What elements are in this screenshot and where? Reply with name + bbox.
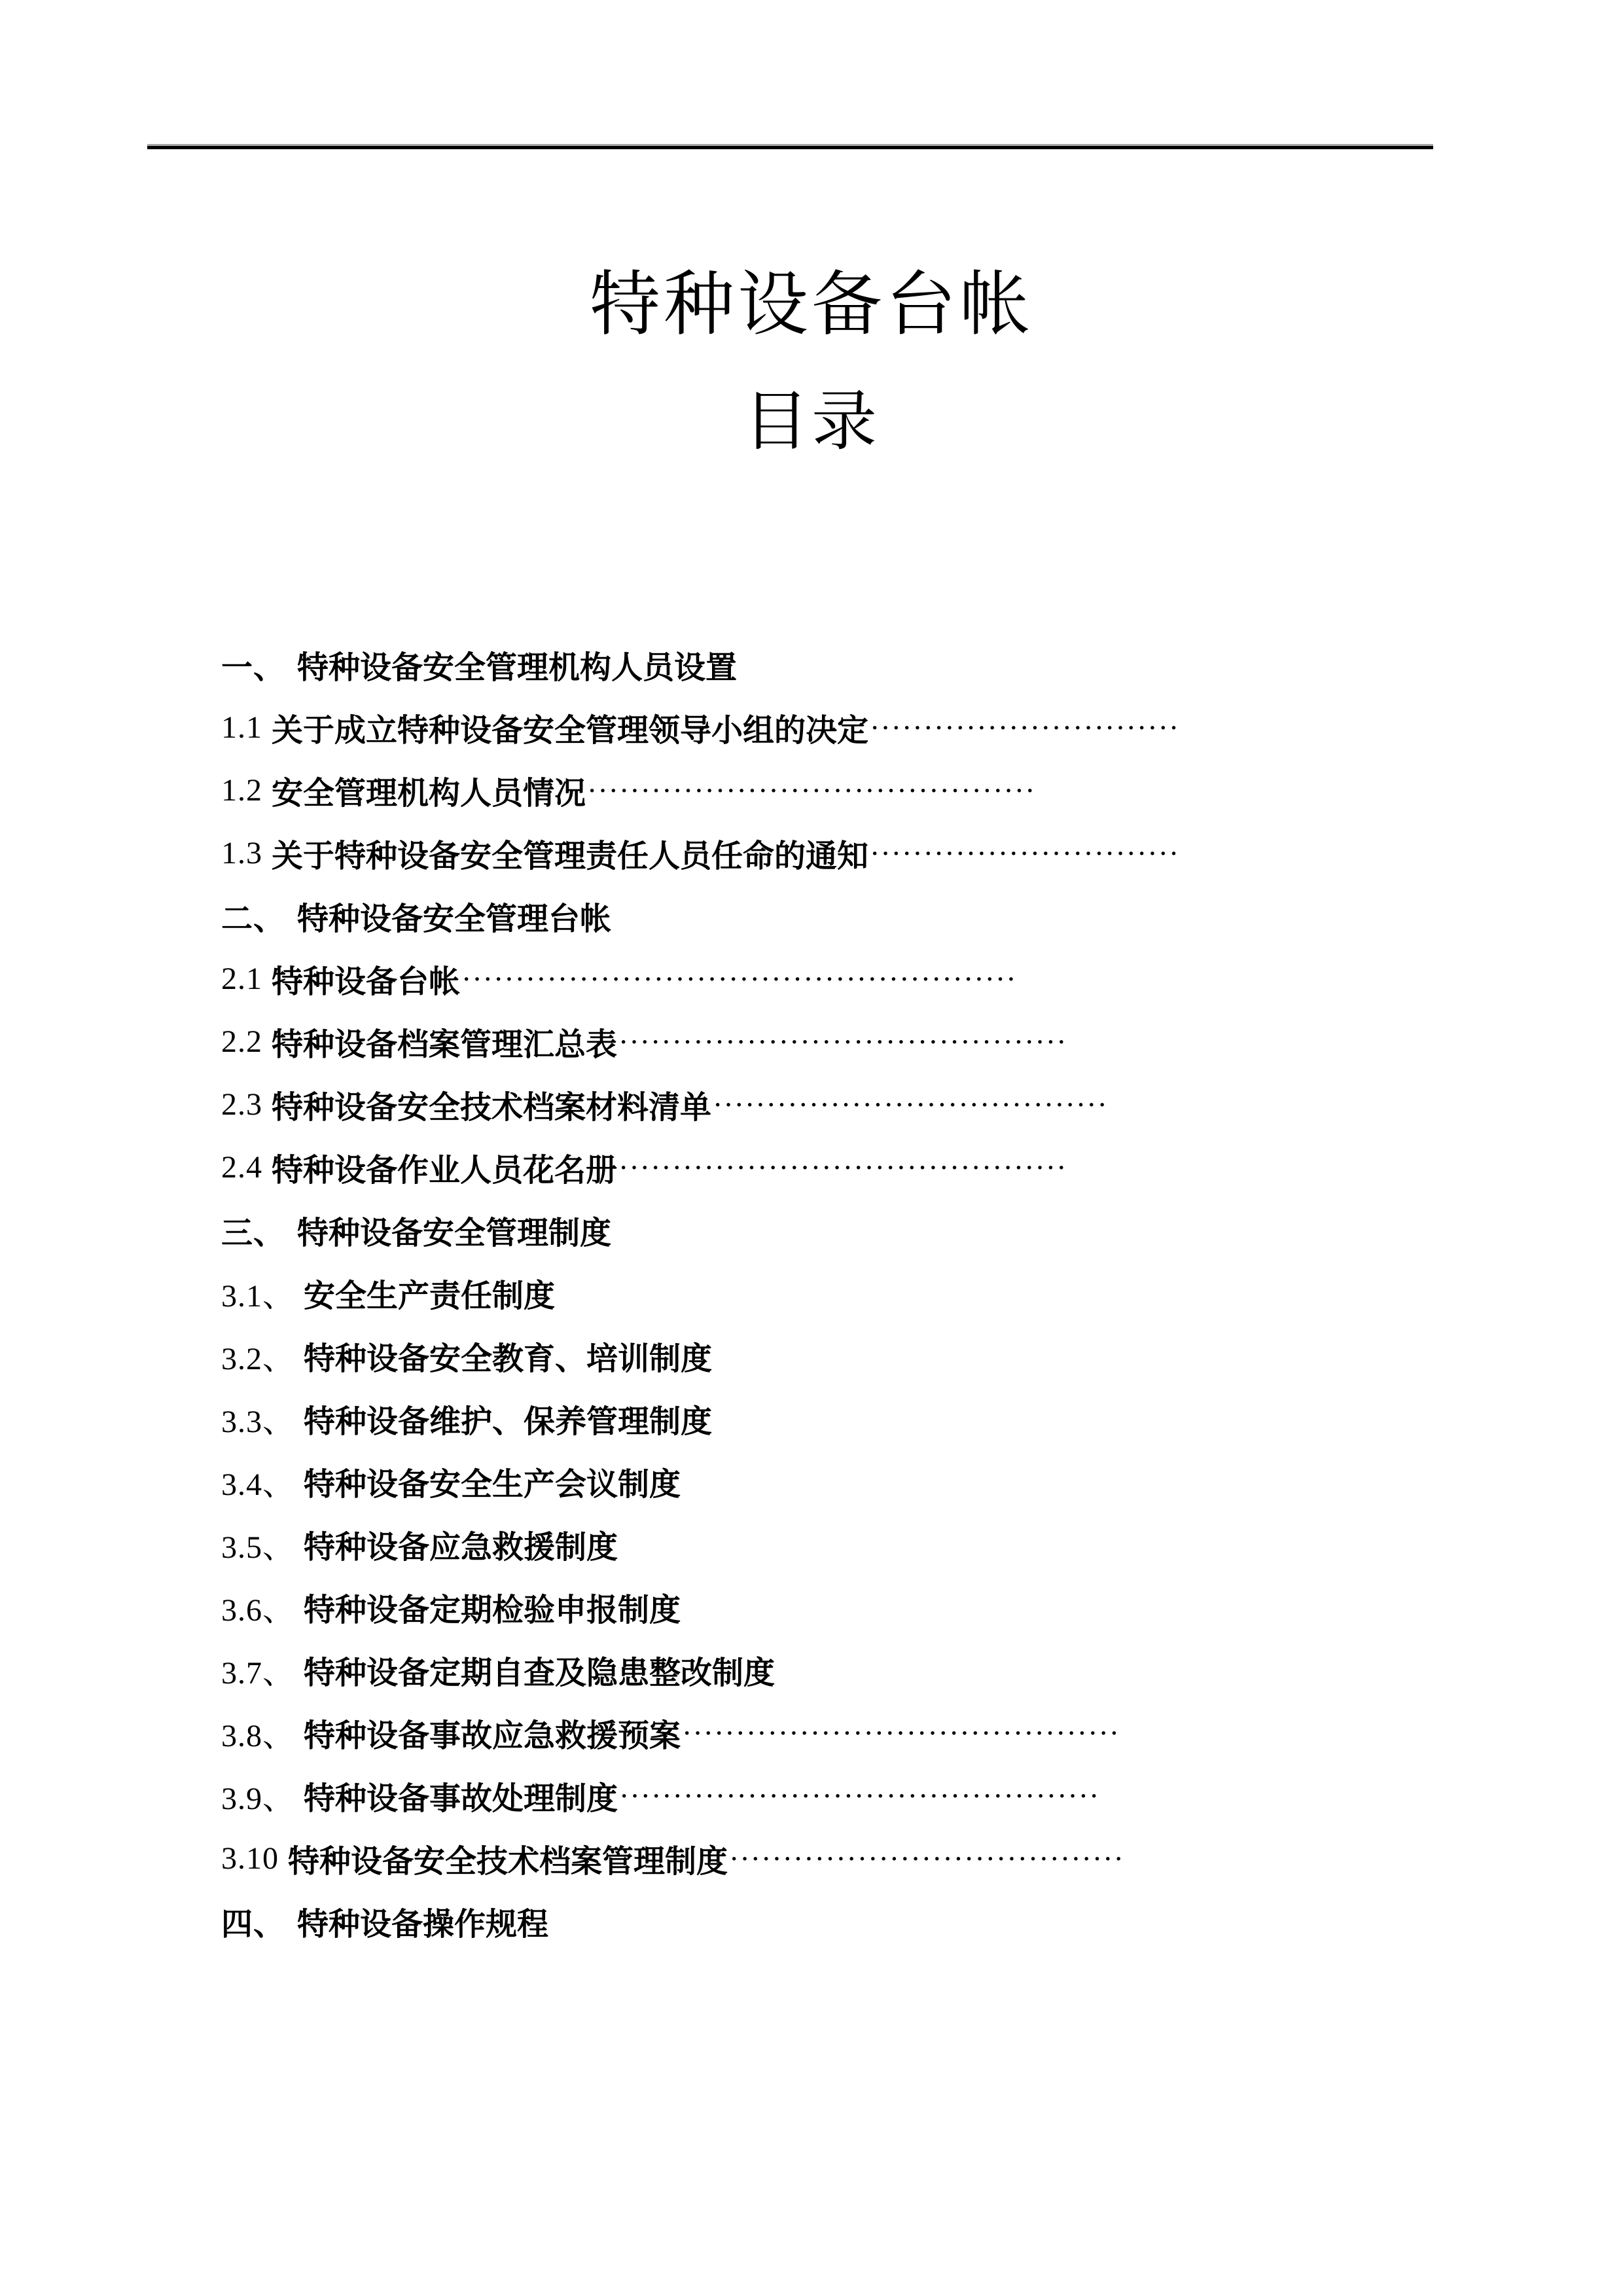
toc-item xyxy=(0,821,1623,884)
toc-item xyxy=(0,1764,1623,1827)
toc-item-title: 特种设备安全生产会议制度 xyxy=(304,1467,681,1502)
toc-item-title: 特种设备安全教育、培训制度 xyxy=(304,1341,713,1376)
doc-title: 特种设备台帐 xyxy=(589,266,1033,344)
toc-item-title: 特种设备安全管理台帐 xyxy=(297,901,612,937)
toc-item xyxy=(0,1324,1623,1387)
toc-item xyxy=(0,1136,1623,1198)
toc-item-title: 特种设备维护、保养管理制度 xyxy=(304,1404,713,1439)
toc-item-number: 2.4 xyxy=(221,1149,262,1185)
toc-item-title: 特种设备事故处理制度 xyxy=(304,1781,618,1816)
toc-item-title: 特种设备安全技术档案管理制度 xyxy=(288,1844,728,1879)
toc-leader-dots: ············································· xyxy=(619,1778,1100,1812)
toc-item-number: 3.1、 xyxy=(221,1278,295,1314)
toc-item xyxy=(0,947,1623,1010)
toc-item xyxy=(0,696,1623,759)
toc-item-title: 特种设备定期检验申报制度 xyxy=(304,1592,681,1628)
toc-item-number: 3.6、 xyxy=(221,1592,295,1628)
toc-item-title: 特种设备定期自查及隐患整改制度 xyxy=(304,1655,776,1691)
toc-item-title: 特种设备台帐 xyxy=(272,964,461,999)
toc-item-number: 3.5、 xyxy=(221,1530,295,1565)
toc-item-number: 2.1 xyxy=(221,961,262,996)
toc-item xyxy=(0,1513,1623,1575)
toc-item xyxy=(0,1827,1623,1890)
toc-item-number: 3.8、 xyxy=(221,1718,295,1753)
toc-item xyxy=(0,1575,1623,1638)
toc-item xyxy=(0,1701,1623,1764)
toc-item-number: 一、 xyxy=(221,650,286,685)
toc-item-number: 二、 xyxy=(221,901,286,937)
toc-item-title: 特种设备应急救援制度 xyxy=(304,1530,618,1565)
toc-item xyxy=(0,1010,1623,1073)
toc-leader-dots: ·········································· xyxy=(618,1150,1067,1184)
toc-item-title: 关于成立特种设备安全管理领导小组的决定 xyxy=(272,713,869,748)
toc-item-title: 特种设备安全管理制度 xyxy=(297,1215,612,1251)
toc-item-number: 3.2、 xyxy=(221,1341,295,1376)
toc-item-number: 3.9、 xyxy=(221,1781,295,1816)
doc-subtitle: 目录 xyxy=(743,386,880,458)
toc-item-number: 1.1 xyxy=(221,709,262,745)
toc-item xyxy=(0,1450,1623,1513)
table-of-contents xyxy=(0,633,1623,1952)
toc-leader-dots: ·········································· xyxy=(618,1024,1067,1058)
toc-item-title: 安全生产责任制度 xyxy=(304,1278,556,1314)
toc-item xyxy=(0,633,1623,696)
toc-item-title: 特种设备操作规程 xyxy=(297,1907,549,1942)
toc-leader-dots: ····································· xyxy=(713,1087,1108,1121)
toc-leader-dots: ···················································· xyxy=(461,961,1017,996)
toc-item-title: 特种设备档案管理汇总表 xyxy=(272,1027,618,1062)
toc-item xyxy=(0,1073,1623,1136)
toc-item xyxy=(0,1890,1623,1952)
toc-item-number: 3.10 xyxy=(221,1840,279,1876)
toc-item-title: 特种设备作业人员花名册 xyxy=(272,1153,618,1188)
toc-item-title: 安全管理机构人员情况 xyxy=(272,776,586,811)
toc-item xyxy=(0,1261,1623,1324)
toc-item xyxy=(0,1387,1623,1450)
toc-item xyxy=(0,884,1623,947)
header-rule xyxy=(147,146,1433,149)
toc-item-number: 3.3、 xyxy=(221,1404,295,1439)
toc-item xyxy=(0,1638,1623,1701)
toc-leader-dots: ····························· xyxy=(870,836,1180,870)
toc-item-number: 2.2 xyxy=(221,1024,262,1059)
toc-item-number: 2.3 xyxy=(221,1086,262,1122)
toc-leader-dots: ········································· xyxy=(682,1715,1120,1749)
toc-item-number: 3.4、 xyxy=(221,1467,295,1502)
toc-leader-dots: ····························· xyxy=(870,710,1180,744)
toc-item xyxy=(0,1198,1623,1261)
toc-item-number: 1.3 xyxy=(221,835,262,870)
toc-leader-dots: ····································· xyxy=(729,1841,1124,1875)
toc-item-number: 三、 xyxy=(221,1215,286,1251)
toc-item-title: 特种设备安全管理机构人员设置 xyxy=(297,650,738,685)
toc-item-title: 特种设备事故应急救援预案 xyxy=(304,1718,681,1753)
toc-leader-dots: ·········································· xyxy=(587,773,1036,807)
toc-item xyxy=(0,759,1623,821)
toc-item-title: 关于特种设备安全管理责任人员任命的通知 xyxy=(272,838,869,874)
toc-item-number: 1.2 xyxy=(221,772,262,808)
toc-item-number: 四、 xyxy=(221,1907,286,1942)
toc-item-number: 3.7、 xyxy=(221,1655,295,1691)
toc-item-title: 特种设备安全技术档案材料清单 xyxy=(272,1090,712,1125)
